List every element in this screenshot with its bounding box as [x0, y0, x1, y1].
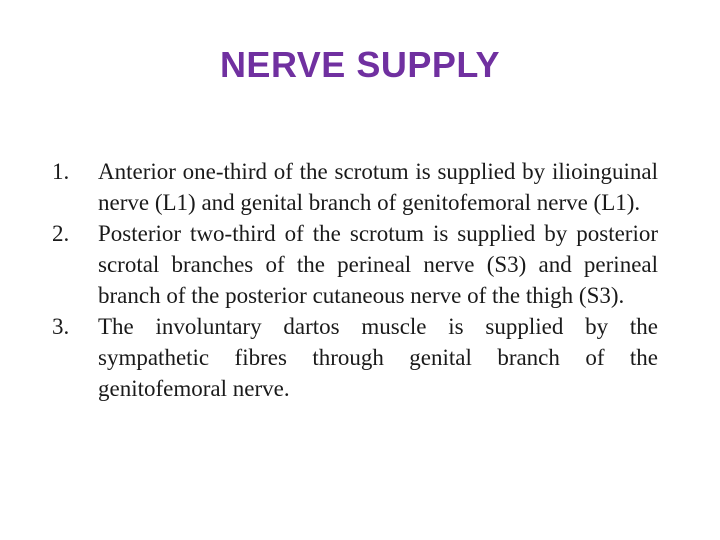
slide-title: NERVE SUPPLY — [219, 44, 501, 85]
list-item — [52, 156, 658, 218]
nerve-supply-list — [52, 156, 658, 404]
list-item-number: 2. — [52, 221, 70, 246]
list-item-text: Posterior two-third of the scrotum is supplied by posterior scrotal branches of the perineal nerve (S3) and perineal branch of the posterior cutaneous nerve of the thigh (S3). — [98, 221, 658, 308]
list-item-text: The involuntary dartos muscle is supplied by the sympathetic fibres through genital branch of the genitofemoral nerve. — [98, 314, 658, 401]
list-item-number: 3. — [52, 314, 70, 339]
list-item-text: Anterior one-third of the scrotum is supplied by ilioinguinal nerve (L1) and genital branch of genitofemoral nerve (L1). — [98, 159, 658, 215]
list-item — [52, 218, 658, 311]
list-item-number: 1. — [52, 159, 70, 184]
list-item — [52, 311, 658, 404]
